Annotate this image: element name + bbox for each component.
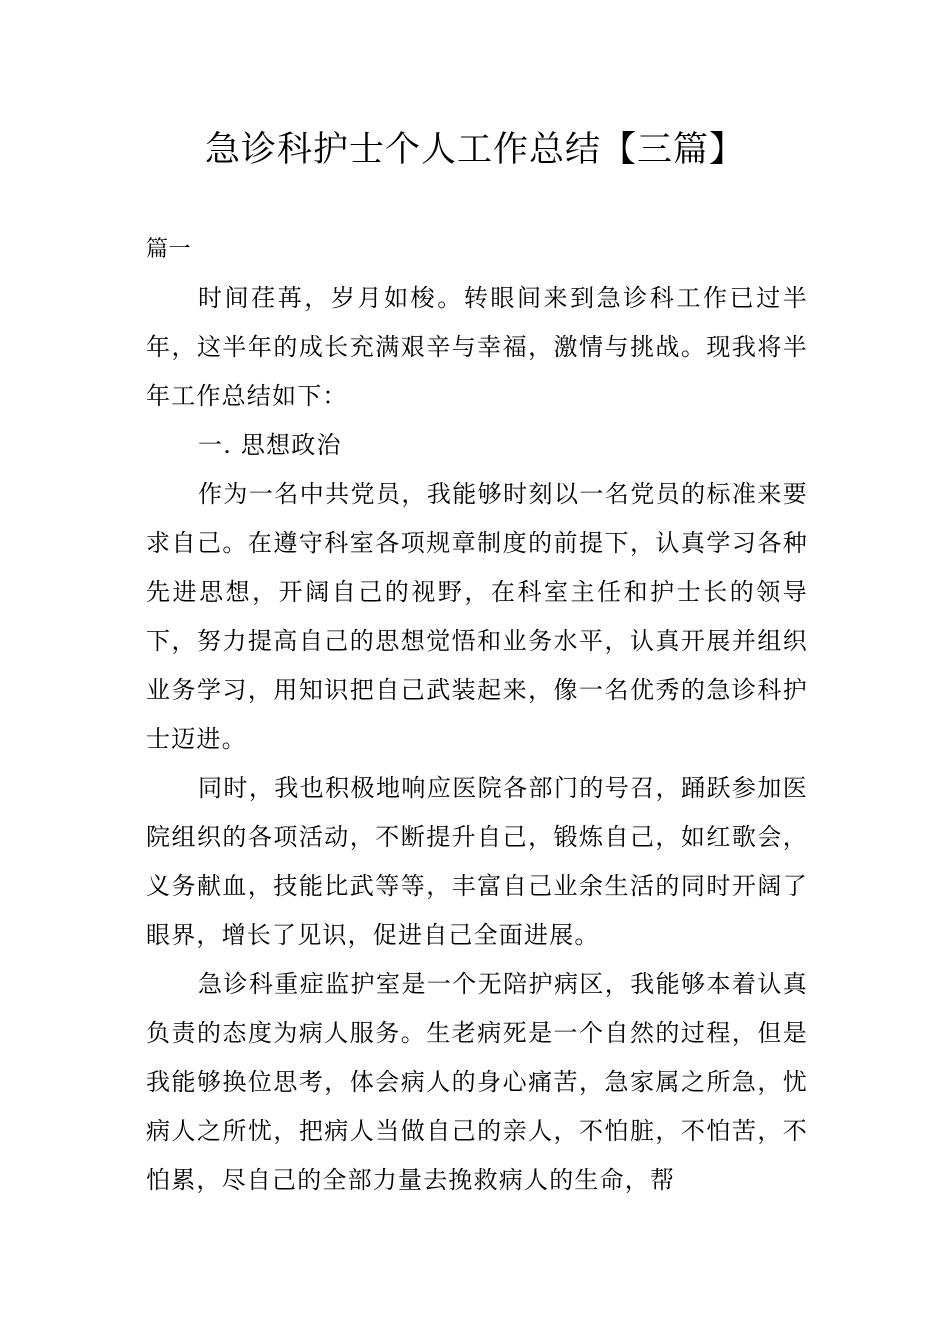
section-label: 篇一 bbox=[146, 237, 192, 262]
paragraph-icu: 急诊科重症监护室是一个无陪护病区，我能够本着认真负责的态度为病人服务。生老病死是一个自然的过程，但是我能够换位思考，体会病人的身心痛苦，急家属之所急，忧病人之所忧，把病人当做自己的亲人，不怕脏，不怕苦，不怕累，尽自己的全部力量去挽救病人的生命，帮 bbox=[146, 970, 808, 1194]
paragraph-activities: 同时，我也积极地响应医院各部门的号召，踊跃参加医院组织的各项活动，不断提升自己，锻炼自己，如红歌会，义务献血，技能比武等等，丰富自己业余生活的同时开阔了眼界，增长了见识，促进自己全面进展。 bbox=[146, 774, 808, 949]
document-title: 急诊科护士个人工作总结【三篇】 bbox=[204, 130, 745, 170]
paragraph-party-member: 作为一名中共党员，我能够时刻以一名党员的标准来要求自己。在遵守科室各项规章制度的前提下，认真学习各种先进思想，开阔自己的视野，在科室主任和护士长的领导下，努力提高自己的思想觉悟和业务水平，认真开展并组织业务学习，用知识把自己武装起来，像一名优秀的急诊科护士迈进。 bbox=[146, 480, 808, 753]
paragraph-intro: 时间荏苒，岁月如梭。转眼间来到急诊科工作已过半年，这半年的成长充满艰辛与幸福，激情与挑战。现我将半年工作总结如下： bbox=[146, 284, 808, 410]
document-body bbox=[146, 225, 808, 1205]
subheading-ideology: 一. 思想政治 bbox=[198, 431, 342, 459]
